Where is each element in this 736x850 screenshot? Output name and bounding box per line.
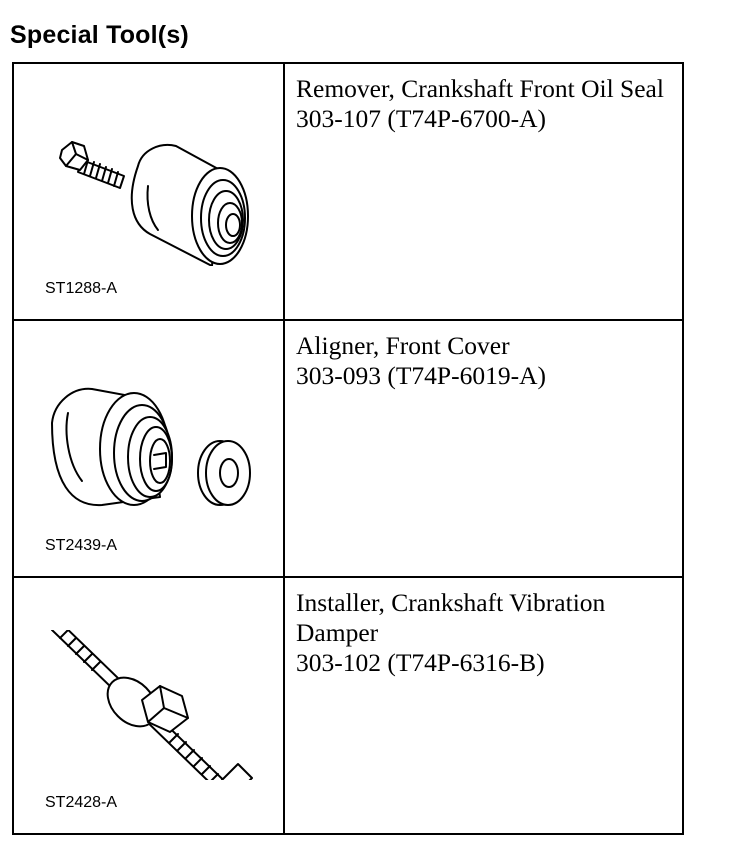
tool-description-cell (284, 320, 683, 577)
tool-part-number: 303-107 (T74P-6700-A) (296, 104, 547, 133)
front-cover-aligner-icon (42, 373, 262, 523)
tool-name: Aligner, Front Cover (296, 331, 510, 360)
tool-name: Remover, Crankshaft Front Oil Seal (296, 74, 664, 103)
tool-description-cell (284, 577, 683, 834)
tool-description-cell (284, 63, 683, 320)
tool-image-code: ST2428-A (45, 794, 118, 811)
table-row (13, 577, 683, 834)
tool-image-cell (13, 63, 284, 320)
tool-image-cell (13, 577, 284, 834)
special-tools-table (12, 62, 684, 835)
page-title: Special Tool(s) (10, 21, 189, 49)
table-row (13, 63, 683, 320)
table-row (13, 320, 683, 577)
tool-part-number: 303-093 (T74P-6019-A) (296, 361, 547, 390)
crankshaft-front-oil-seal-remover-icon (42, 116, 262, 266)
tool-image-code: ST2439-A (45, 537, 118, 554)
tool-image-code: ST1288-A (45, 280, 118, 297)
tool-name: Installer, Crankshaft Vibration Damper (296, 588, 606, 647)
crankshaft-vibration-damper-installer-icon (42, 630, 262, 780)
tool-image-cell (13, 320, 284, 577)
tool-part-number: 303-102 (T74P-6316-B) (296, 648, 545, 677)
